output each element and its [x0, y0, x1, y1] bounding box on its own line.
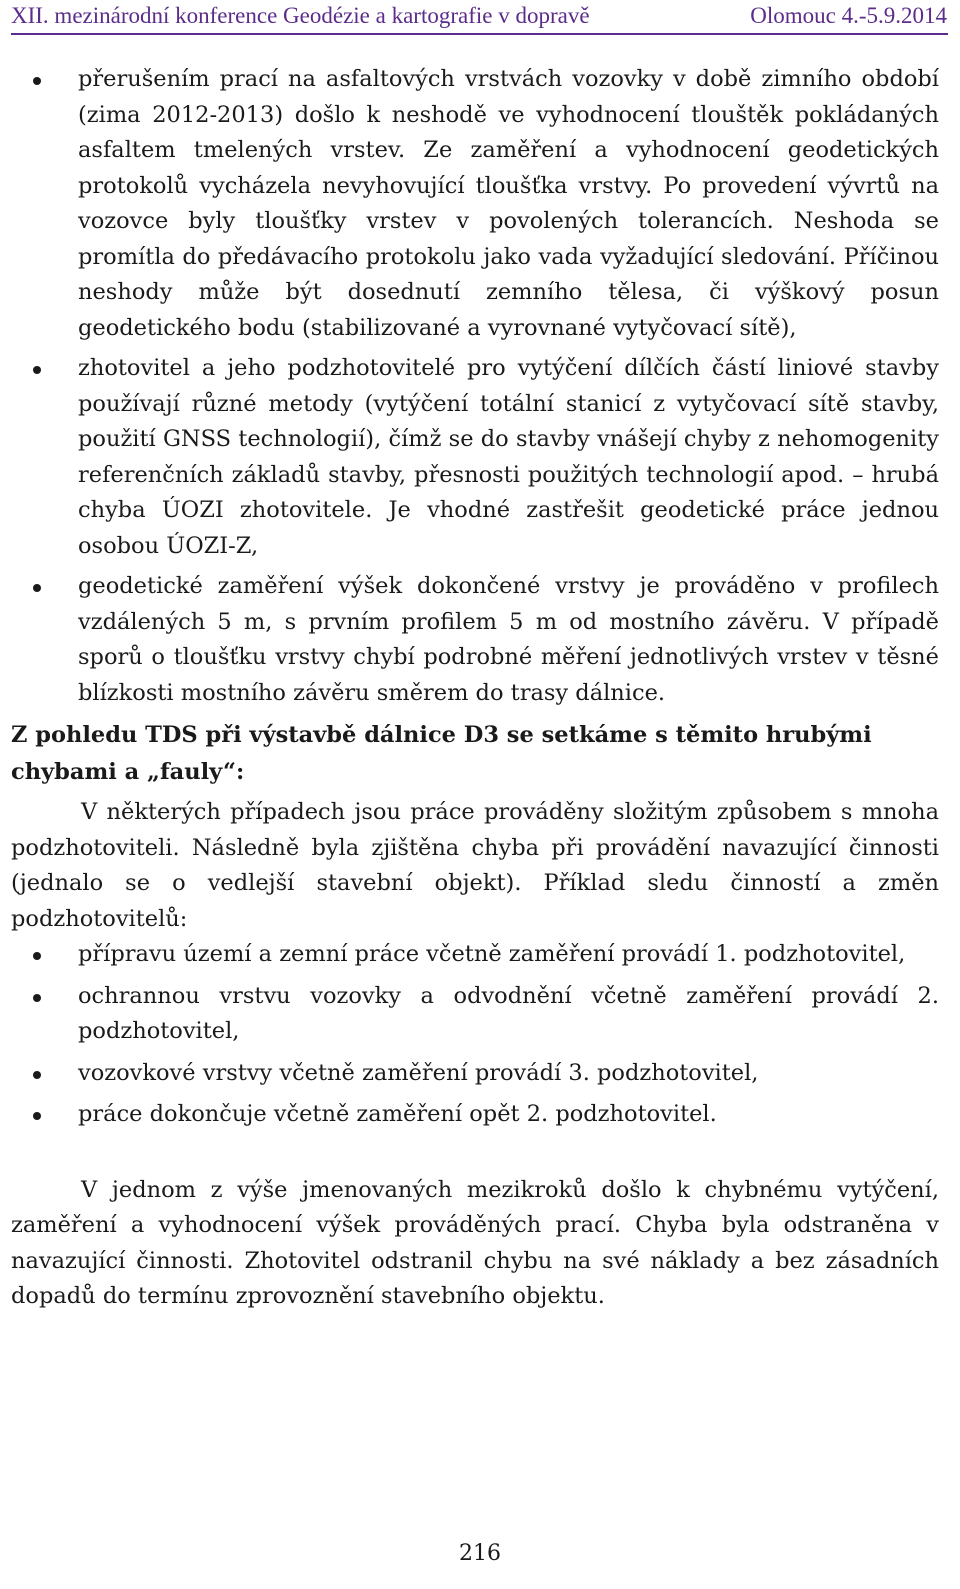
running-header — [11, 2, 947, 30]
bullet-list-steps — [11, 937, 939, 1133]
paragraph: V jednom z výše jmenovaných mezikroků došlo k chybnému vytýčení, zaměření a vyhodnocení výšek prováděných prací. Chyba byla odstraněna v navazující činnosti. Zhotovitel odstranil chybu na své náklady a bez zásadních dopadů do termínu zprovoznění stavebního objektu. — [11, 1176, 939, 1309]
page-number: 216 — [459, 1541, 501, 1566]
list-item-text: přerušením prací na asfaltových vrstvách vozovky v době zimního období (zima 2012-2013) došlo k neshodě ve vyhodnocení tlouštěk pokládaných asfaltem tmelených vrstev. Ze zaměření a vyhodnocení geodetických protokolů vycházela nevyhovující tloušťka vrstvy. Po provedení vývrtů na vozovce byly tloušťky vrstev v povolených tolerancích. Neshoda se promítla do předávacího protokolu jako vada vyžadující sledování. Příčinou neshody může být dosednutí zemního tělesa, či výškový posun geodetického bodu (stabilizované a vyrovnané vytyčovací sítě), — [78, 66, 939, 341]
bullet-icon — [33, 952, 41, 960]
section-heading: Z pohledu TDS při výstavbě dálnice D3 se setkáme s těmito hrubými chybami a „fauly“: — [11, 722, 872, 785]
conference-location-date: Olomouc 4.-5.9.2014 — [750, 3, 947, 28]
list-item-text: práce dokončuje včetně zaměření opět 2. podzhotovitel. — [78, 1101, 717, 1127]
list-item — [11, 979, 939, 1050]
list-item — [11, 569, 939, 711]
bullet-icon — [33, 77, 41, 85]
list-item-text: vozovkové vrstvy včetně zaměření provádí 3. podzhotovitel, — [78, 1059, 759, 1086]
list-item-text: geodetické zaměření výšek dokončené vrstvy je prováděno v profilech vzdálených 5 m, s prvním profilem 5 m od mostního závěru. V případě sporů o tloušťku vrstvy chybí podrobné měření jednotlivých vrstev v těsné blízkosti mostního závěru směrem do trasy dálnice. — [78, 573, 939, 706]
paragraph: V některých případech jsou práce prováděny složitým způsobem s mnoha podzhotoviteli. Následně byla zjištěna chyba při provádění navazující činnosti (jednalo se o vedlejší stavební objekt). Příklad sledu činností a změn podzhotovitelů: — [11, 799, 939, 932]
list-item — [11, 351, 939, 564]
main-content — [11, 62, 939, 1315]
list-item — [11, 1056, 939, 1092]
list-item-text: zhotovitel a jeho podzhotovitelé pro vytýčení dílčích částí liniové stavby používají různé metody (vytýčení totální stanicí z vytyčovací sítě stavby, použití GNSS technologií), čímž se do stavby vnášejí chyby z nehomogenity referenčních základů stavby, přesnosti použitých technologií apod. – hrubá chyba ÚOZI zhotovitele. Je vhodné zastřešit geodetické práce jednou osobou ÚOZI-Z, — [78, 355, 939, 559]
bullet-icon — [33, 1112, 41, 1120]
bullet-icon — [33, 994, 41, 1002]
bullet-icon — [33, 366, 41, 374]
list-item-text: přípravu území a zemní práce včetně zaměření provádí 1. podzhotovitel, — [78, 941, 906, 967]
bullet-icon — [33, 1071, 41, 1079]
header-divider — [11, 33, 948, 35]
list-item — [11, 1097, 939, 1133]
list-item — [11, 62, 939, 346]
list-item — [11, 937, 939, 973]
bullet-list-issues — [11, 62, 939, 711]
list-item-text: ochrannou vrstvu vozovky a odvodnění včetně zaměření provádí 2. podzhotovitel, — [78, 982, 939, 1044]
bullet-icon — [33, 584, 41, 592]
conference-title: XII. mezinárodní konference Geodézie a kartografie v dopravě — [11, 3, 590, 28]
